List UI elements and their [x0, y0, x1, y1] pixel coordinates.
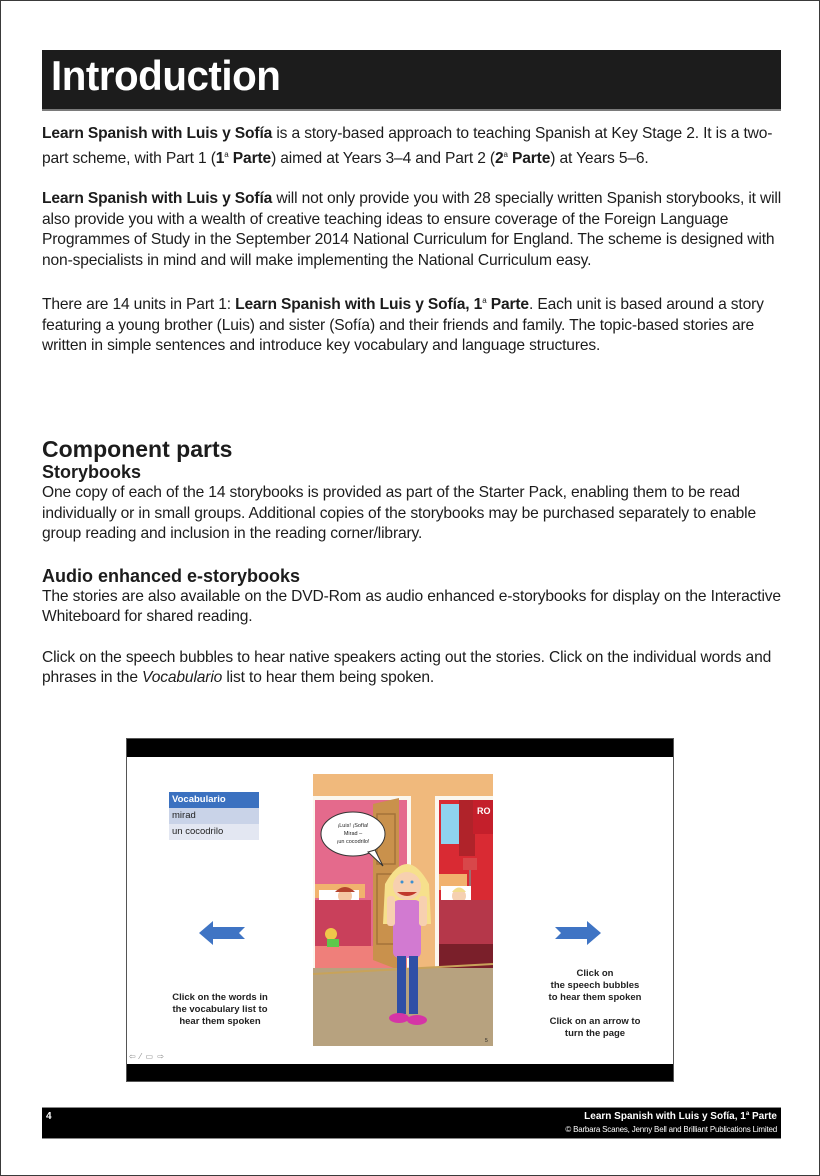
text-run: a	[482, 296, 487, 305]
speech-bubble-line[interactable]: ¡Luis! ¡Sofía!	[337, 823, 369, 829]
instruction-line: the speech bubbles	[550, 980, 640, 991]
text-run: Learn Spanish with Luis y Sofía	[42, 125, 273, 142]
audio-heading: Audio enhanced e-storybooks	[42, 565, 301, 586]
vocabulary-header: Vocabulario	[169, 792, 259, 808]
storybooks-heading: Storybooks	[42, 462, 142, 482]
page-title: Introduction	[51, 52, 281, 99]
text-run: ) at Years 5–6.	[550, 149, 649, 167]
intro-paragraph-2	[42, 189, 782, 271]
instruction-line: turn the page	[564, 1028, 626, 1039]
vocabulary-list	[169, 792, 259, 840]
instruction-line: Click on an arrow to	[549, 1016, 641, 1027]
text-run: a	[503, 149, 508, 159]
footer-title-sup: a	[745, 1111, 750, 1117]
poster-text: RO	[477, 806, 491, 816]
storybooks-text: One copy of each of the 14 storybooks is provided as part of the Starter Pack, enabling them to be read individually or in small groups. Additional copies of the storybooks may be purchased separately to enable group reading and inclusion in the reading corner/library.	[42, 484, 756, 542]
toolbar-icons[interactable]: ⇦ ⁄ ▭ ⇨	[129, 1052, 165, 1061]
text-run: will not only provide you with 28 specially written Spanish storybooks, it will also provide you with a wealth of creative teaching ideas to ensure coverage of the Foreign Language Programmes of Study in the September 2014 National Curriculum for England. The scheme is designed with non-specialists in mind and will make implementing the National Curriculum easy.	[42, 190, 782, 269]
text-run: a	[224, 149, 229, 159]
instruction-line: hear them spoken	[179, 1016, 261, 1027]
text-run: ) aimed at Years 3–4 and Part 2 (	[271, 149, 495, 167]
vocabulary-item[interactable]: un cocodrilo	[169, 824, 259, 840]
text-run: 2	[494, 149, 504, 167]
story-illustration	[313, 774, 493, 1046]
left-instruction	[145, 992, 295, 1028]
intro-paragraph-1	[42, 124, 782, 169]
vocabulary-item[interactable]: mirad	[169, 808, 259, 824]
instruction-line: to hear them spoken	[548, 992, 642, 1003]
text-run: Parte	[486, 296, 529, 313]
text-run: . Each unit is based around a story featuring a young brother (Luis) and sister (Sofía) and their friends and family. The topic-based stories are written in simple sentences and introduce key vocabulary and language structures.	[42, 296, 764, 354]
text-run: 1	[215, 149, 225, 167]
story-page-number: 5	[485, 1038, 488, 1044]
text-run: Parte	[228, 149, 272, 167]
page-number: 4	[46, 1111, 52, 1122]
component-parts-heading: Component parts	[42, 436, 233, 462]
text-run: Parte	[507, 149, 551, 167]
text-run: Click on the speech bubbles to hear native speakers acting out the stories. Click on the individual words and phrases in the	[42, 648, 772, 686]
speech-bubble-line[interactable]: ¡un cocodrilo!	[336, 839, 370, 845]
screenshot-bottom-bar	[127, 1064, 673, 1081]
footer-copyright: © Barbara Scanes, Jenny Bell and Brilliant Publications Limited	[565, 1125, 777, 1134]
audio-text: The stories are also available on the DVD-Rom as audio enhanced e-storybooks for display on the Interactive Whiteboard for shared reading.	[42, 587, 781, 625]
footer-title	[584, 1111, 777, 1122]
page-footer	[42, 1107, 781, 1139]
text-run: There are 14 units in Part 1:	[42, 296, 236, 313]
intro-paragraph-3	[42, 291, 782, 357]
right-instruction	[520, 968, 670, 1040]
footer-title-suffix: Parte	[749, 1111, 777, 1122]
title-bar	[42, 50, 781, 111]
previous-page-arrow-icon[interactable]	[199, 921, 245, 945]
instruction-line: Click on	[576, 968, 614, 979]
text-run: Vocabulario	[142, 669, 223, 686]
screenshot-top-bar	[127, 739, 673, 757]
audio-text-2	[42, 648, 782, 689]
text-run: Learn Spanish with Luis y Sofía, 1	[235, 296, 483, 313]
component-parts-section	[42, 436, 782, 689]
e-storybook-screenshot	[126, 738, 674, 1082]
next-page-arrow-icon[interactable]	[555, 921, 601, 945]
intro-section	[42, 124, 782, 357]
story-scene	[313, 774, 493, 1046]
text-run: is a story-based approach to teaching Spanish at Key Stage 2. It is a two-part scheme, with Part 1 (	[42, 125, 773, 167]
footer-title-text: Learn Spanish with Luis y Sofía, 1	[584, 1111, 746, 1122]
instruction-line: the vocabulary list to	[172, 1004, 268, 1015]
instruction-line: Click on the words in	[172, 992, 268, 1003]
text-run: Learn Spanish with Luis y Sofía	[42, 190, 273, 207]
speech-bubble-line[interactable]: Mirad –	[343, 831, 363, 837]
text-run: list to hear them being spoken.	[222, 669, 435, 686]
